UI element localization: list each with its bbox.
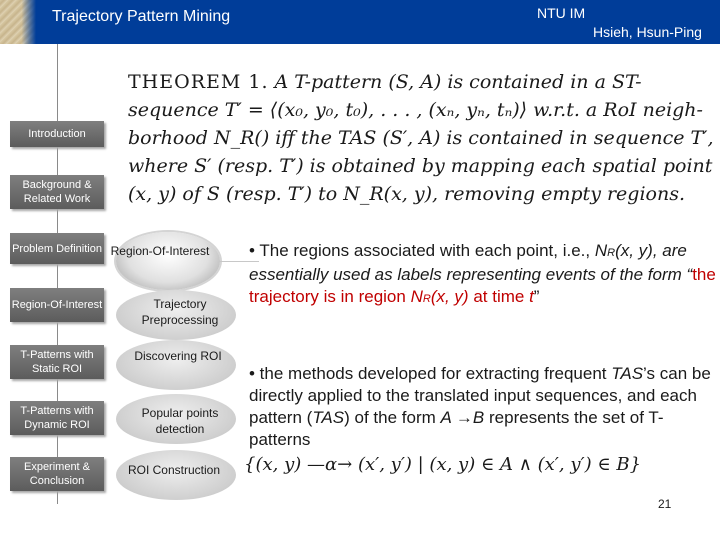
- header-decoration-fade: [0, 0, 36, 44]
- page-number: 21: [658, 497, 672, 511]
- t-pattern-formula: {(x, y) —α→ (x′, y′) | (x, y) ∈ A ∧ (x′, y′) ∈ B}: [244, 454, 642, 475]
- bullet-text: (x, y), are essentially used as labels representing events of the form “: [249, 241, 693, 284]
- nav-region-of-interest-label: Region-Of-Interest: [11, 299, 103, 311]
- bullet-math: N: [410, 287, 423, 306]
- bullet-math: TAS: [611, 364, 644, 383]
- nav-dynamic-roi[interactable]: [10, 401, 104, 435]
- bullet-highlight: the trajectory is in region: [249, 265, 716, 306]
- author-label: Hsieh, Hsun-Ping: [593, 24, 702, 40]
- slide-title: Trajectory Pattern Mining: [52, 8, 231, 25]
- nav-problem-definition-label: Problem Definition: [12, 242, 102, 255]
- bullet-math-subscript: R: [422, 293, 431, 305]
- theorem-line-1: [128, 68, 720, 96]
- theorem-line-4: where S′ (resp. T′) is obtained by mapping each spatial point: [128, 155, 713, 177]
- bullet-regions-as-labels: [249, 240, 717, 310]
- bullet-text: • The regions associated with each point, i.e.,: [249, 241, 595, 260]
- bullet-math: (x, y): [430, 287, 469, 306]
- organization-label: NTU IM: [537, 5, 586, 21]
- bullet-text: ) of the form: [344, 408, 441, 427]
- process-step-popular-points[interactable]: Popular points detection: [141, 406, 219, 436]
- bullet-text: • the methods developed for extracting frequent: [249, 364, 612, 383]
- theorem-block: [128, 68, 720, 204]
- process-step-roi-construction[interactable]: ROI Construction: [127, 463, 221, 477]
- theorem-heading: THEOREM 1.: [128, 71, 269, 93]
- bullet-math: A →B: [440, 408, 485, 427]
- nav-dynamic-roi-label: T-Patterns with Dynamic ROI: [20, 405, 94, 431]
- bullet-math-subscript: R: [607, 247, 616, 259]
- bullet-math: t: [529, 287, 534, 306]
- theorem-line-3: borhood N_R() iff the TAS (S′, A) is contained in sequence T′,: [128, 127, 714, 149]
- theorem-line-2: sequence T′ = ⟨(x₀, y₀, t₀), . . . , (xₙ, yₙ, tₙ)⟩ w.r.t. a RoI neigh-: [128, 99, 703, 121]
- nav-background[interactable]: [10, 175, 104, 209]
- nav-introduction[interactable]: [10, 121, 104, 147]
- header-bar: [0, 0, 720, 44]
- bullet-text: ’s can be directly applied to the translated input sequences, and each pattern (: [249, 364, 711, 427]
- nav-experiment-label: Experiment & Conclusion: [23, 461, 91, 487]
- nav-introduction-label: Introduction: [28, 128, 86, 140]
- nav-background-label: Background & Related Work: [22, 179, 92, 205]
- nav-experiment[interactable]: [10, 457, 104, 491]
- nav-static-roi[interactable]: [10, 345, 104, 379]
- nav-region-of-interest[interactable]: [10, 288, 104, 322]
- process-step-trajectory-preprocessing[interactable]: Trajectory Preprocessing: [141, 297, 219, 327]
- theorem-line-5: (x, y) of S (resp. T′) to N_R(x, y), removing empty regions.: [128, 183, 686, 205]
- nav-problem-definition[interactable]: [10, 233, 104, 264]
- bullet-math: N: [594, 241, 608, 260]
- process-oval-active: [116, 232, 220, 290]
- bullet-frequent-tas: [249, 363, 717, 451]
- process-step-discovering-roi[interactable]: Discovering ROI: [134, 349, 222, 363]
- bullet-math: TAS: [312, 408, 345, 427]
- bullet-highlight: at time: [468, 287, 530, 306]
- nav-static-roi-label: T-Patterns with Static ROI: [20, 349, 94, 375]
- bullet-text: represents the set of T-patterns: [249, 408, 664, 449]
- nav-connector-line: [57, 44, 58, 504]
- process-step-region-of-interest[interactable]: Region-Of-Interest: [110, 244, 210, 258]
- theorem-line-1-text: A T-pattern (S, A) is contained in a ST-: [274, 71, 642, 93]
- bullet-text: ”: [533, 287, 540, 306]
